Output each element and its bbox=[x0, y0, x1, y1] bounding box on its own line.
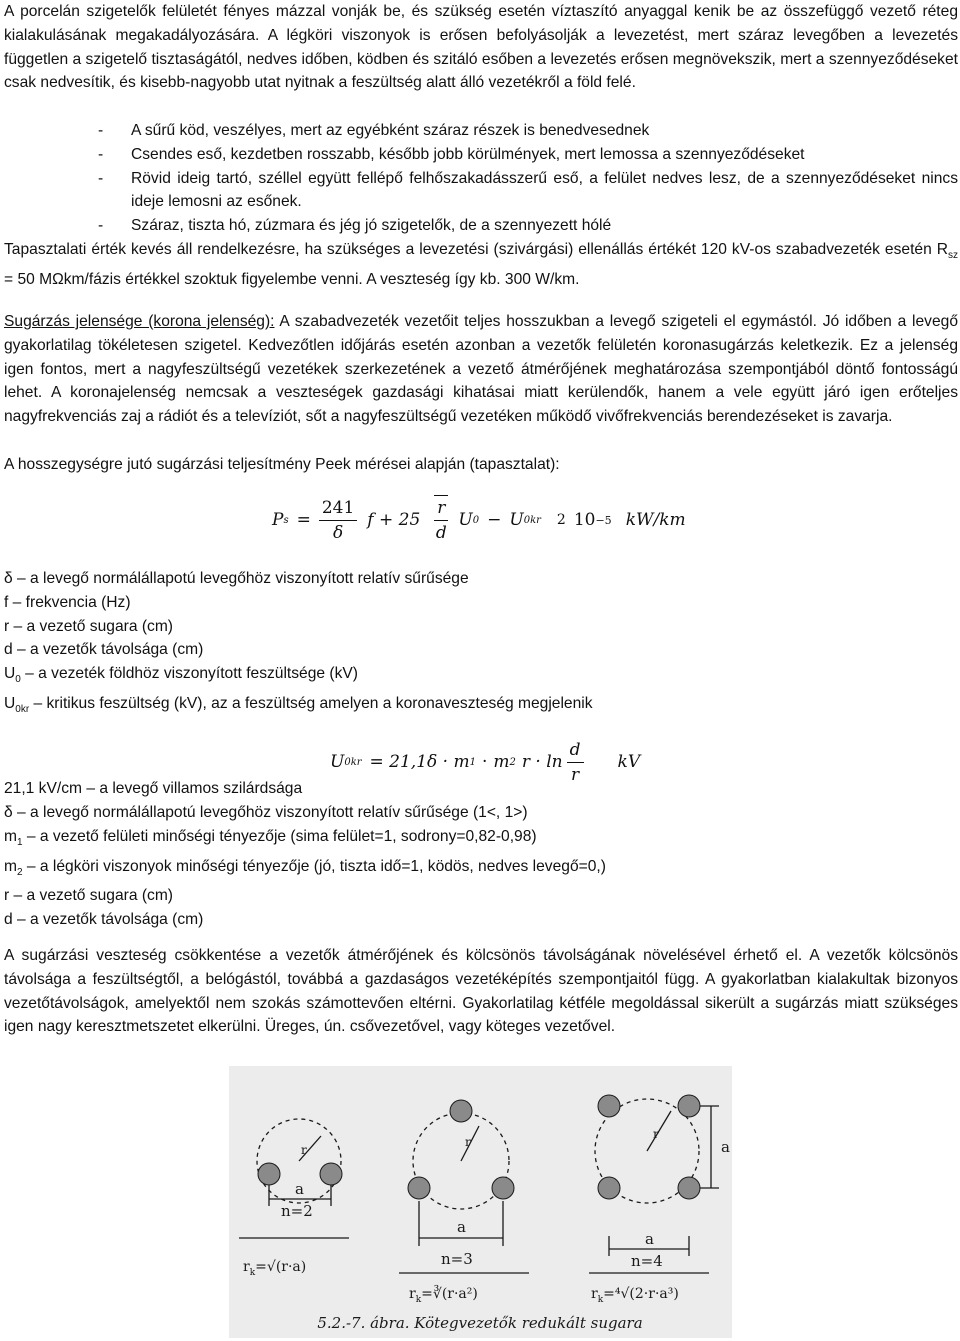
formula-n2: $r_k=√(r\cdot a)$ bbox=[243, 1259, 307, 1278]
label-r-n3: r bbox=[465, 1135, 471, 1149]
conductor-dot bbox=[450, 1100, 472, 1122]
peek-intro: A hosszegységre jutó sugárzási teljesítmény Peek mérései alapján (tapasztalat): bbox=[4, 456, 560, 473]
fraction-241-delta: $\frac{241}{\delta}$ bbox=[319, 496, 357, 545]
conductor-dot bbox=[492, 1177, 514, 1199]
conductor-dot bbox=[678, 1177, 700, 1199]
conductor-dot bbox=[598, 1095, 620, 1117]
label-n4: n=4 bbox=[631, 1252, 663, 1270]
label-r-n2: r bbox=[301, 1143, 307, 1157]
conductor-dot bbox=[598, 1177, 620, 1199]
conductor-dots bbox=[258, 1095, 700, 1199]
figure-caption: 5.2.-7. ábra. Kötegvezetők redukált sugara bbox=[317, 1314, 643, 1332]
closing-paragraph: A sugárzási veszteség csökkentése a vezetők átmérőjének és kölcsönös távolságának növelésével érhető el. A vezetők kölcsönös távolsága a feszültségtől, a belógástól, továbbá a gazdaságos vezetéképítés szempontjaitól függ. A gyakorlatban kialakultak bizonyos vezetőtávolságok, amelyektől nem szokás számottevően eltérni. Gyakorlatilag kétféle megoldással sikerült a sugárzás miatt szükséges igen nagy keresztmetszetet elkerülni. Üreges, ún. csővezetővel, vagy köteges vezetővel. bbox=[4, 947, 958, 1036]
fraction-d-over-r: $\frac{d}{r}$ bbox=[567, 738, 584, 787]
label-a-n2: a bbox=[295, 1180, 304, 1198]
definition-line: $m_2$ – a légköri viszonyok minőségi tényezője (jó, tiszta idő=1, ködös, nedves levegő=0,) bbox=[4, 857, 606, 878]
definition-line: f – frekvencia (Hz) bbox=[4, 593, 131, 611]
definition-line: d – a vezetők távolsága (cm) bbox=[4, 911, 204, 929]
label-a-n3: a bbox=[457, 1218, 466, 1236]
bullet-dash: - bbox=[98, 122, 104, 139]
critical-voltage-formula: U 0kr = 21,1δ · m 1 · m 2 r · ln $\frac{d}{r}$ kV bbox=[330, 739, 641, 785]
formula-n4: $r_k=^4√(2\cdot r\cdot a^3)$ bbox=[591, 1286, 679, 1305]
bundle-conductor-diagram bbox=[229, 1066, 732, 1338]
definition-line: $m_1$ – a vezető felületi minőségi tényezője (sima felület=1, sodrony=0,82-0,98) bbox=[4, 827, 537, 848]
bullet-dash: - bbox=[98, 169, 104, 187]
label-a-n4: a bbox=[645, 1230, 654, 1248]
bundle-conductor-figure bbox=[229, 1066, 732, 1338]
conductor-dot bbox=[258, 1163, 280, 1185]
formula1-definitions bbox=[4, 567, 958, 722]
list-item: - A sűrű köd, veszélyes, mert az egyébként száraz részek is benedvesednek bbox=[4, 119, 958, 143]
formula2-definitions bbox=[4, 777, 958, 932]
empirical-paragraph: Tapasztalati érték kevés áll rendelkezésre, ha szükséges a levezetési (szivárgási) ellenállás értékét 120 kV-os szabadvezeték esetén $R_{sz} = 50$ MΩkm/fázis értékkel szoktuk figyelembe venni. A veszteség így kb. 300 W/km. bbox=[4, 241, 958, 288]
label-a-n4-vertical: a bbox=[721, 1138, 730, 1156]
weather-bullet-list bbox=[4, 119, 958, 238]
list-item: - Csendes eső, kezdetben rosszabb, később jobb körülmények, mert lemossa a szennyeződéseket bbox=[4, 143, 958, 167]
sqrt-r-over-d: $\frac{r}{d}$ bbox=[434, 495, 448, 545]
conductor-dot bbox=[678, 1095, 700, 1117]
definition-line: d – a vezetők távolsága (cm) bbox=[4, 641, 204, 659]
corona-heading: Sugárzás jelensége (korona jelenség): bbox=[4, 313, 275, 330]
definition-line: r – a vezető sugara (cm) bbox=[4, 617, 173, 635]
definition-line: $U_{0kr}$ – kritikus feszültség (kV), az a feszültség amelyen a koronaveszteség megjelenik bbox=[4, 695, 593, 716]
label-n3: n=3 bbox=[441, 1250, 473, 1268]
conductor-dot bbox=[320, 1163, 342, 1185]
definition-line: δ – a levegő normálállapotú levegőhöz viszonyított relatív sűrűsége (1<, 1>) bbox=[4, 803, 528, 821]
definition-line: r – a vezető sugara (cm) bbox=[4, 887, 173, 905]
formula-n3: $r_k=∛(r\cdot a^2)$ bbox=[409, 1286, 478, 1305]
corona-paragraph: Sugárzás jelensége (korona jelenség): A szabadvezeték vezetőit teljes hosszukban a levegő szigeteli el egymástól. Jó időben a levegő gyakorlatilag tökéletesen szigetel. Kedvezőtlen időjárás esetén azonban a vezetők felületén koronasugárzás keletkezik. Ez a jelenség igen fontos, mert a nagyfeszültségű vezetékek szerkezetének a vezető átmérőjének meghatározása szempontjából döntő fontosságú lehet. A koronajelenség nemcsak a veszteségek gazdasági kihatásai miatt kerülendők, hanem a vele együtt járó igen erőteljes nagyfrekvenciás zaj a rádiót és a televíziót, sőt a nagyfeszültségű vezetéken működő vivőfrekvenciás berendezéseket is zavarja. bbox=[4, 313, 958, 426]
label-n2: n=2 bbox=[281, 1202, 313, 1220]
peek-formula: P s = $\frac{241}{\delta}$ f + 25 $\frac{r}{d}$ U 0 − U 0kr 2 10 −5 kW/km bbox=[4, 486, 958, 554]
definition-line: δ – a levegő normálállapotú levegőhöz viszonyított relatív sűrűsége bbox=[4, 570, 469, 587]
bullet-dash: - bbox=[98, 145, 104, 163]
bullet-dash: - bbox=[98, 217, 104, 235]
definition-line: $U_0$ – a vezeték földhöz viszonyított feszültsége (kV) bbox=[4, 665, 358, 686]
conductor-dot bbox=[408, 1177, 430, 1199]
list-item: - Rövid ideig tartó, széllel együtt fellépő felhőszakadásszerű eső, a felület nedves lesz, de a szennyeződéseket nincs ideje lemosni az esőnek. bbox=[4, 167, 958, 215]
definition-line: 21,1 kV/cm – a levegő villamos szilárdsága bbox=[4, 780, 303, 797]
intro-paragraph: A porcelán szigetelők felületét fényes mázzal vonják be, és szükség esetén víztaszító anyaggal kenik be az összefüggő vezető réteg kialakulásának megakadályozására. A légköri viszonyok is erősen befolyásolják a levezetést, mert száraz levegőben a levezetés független a szigetelő tisztaságától, nedves időben, ködben és szitáló esőben a levezetés erősen megnövekszik, mert a szennyeződéseket csak nedvesítik, és kisebb-nagyobb utat nyitnak a feszültség alatt álló vezetékről a föld felé. bbox=[4, 3, 958, 92]
label-r-n4: r bbox=[653, 1127, 659, 1141]
list-item: - Száraz, tiszta hó, zúzmara és jég jó szigetelők, de a szennyezett hólé bbox=[4, 214, 958, 238]
